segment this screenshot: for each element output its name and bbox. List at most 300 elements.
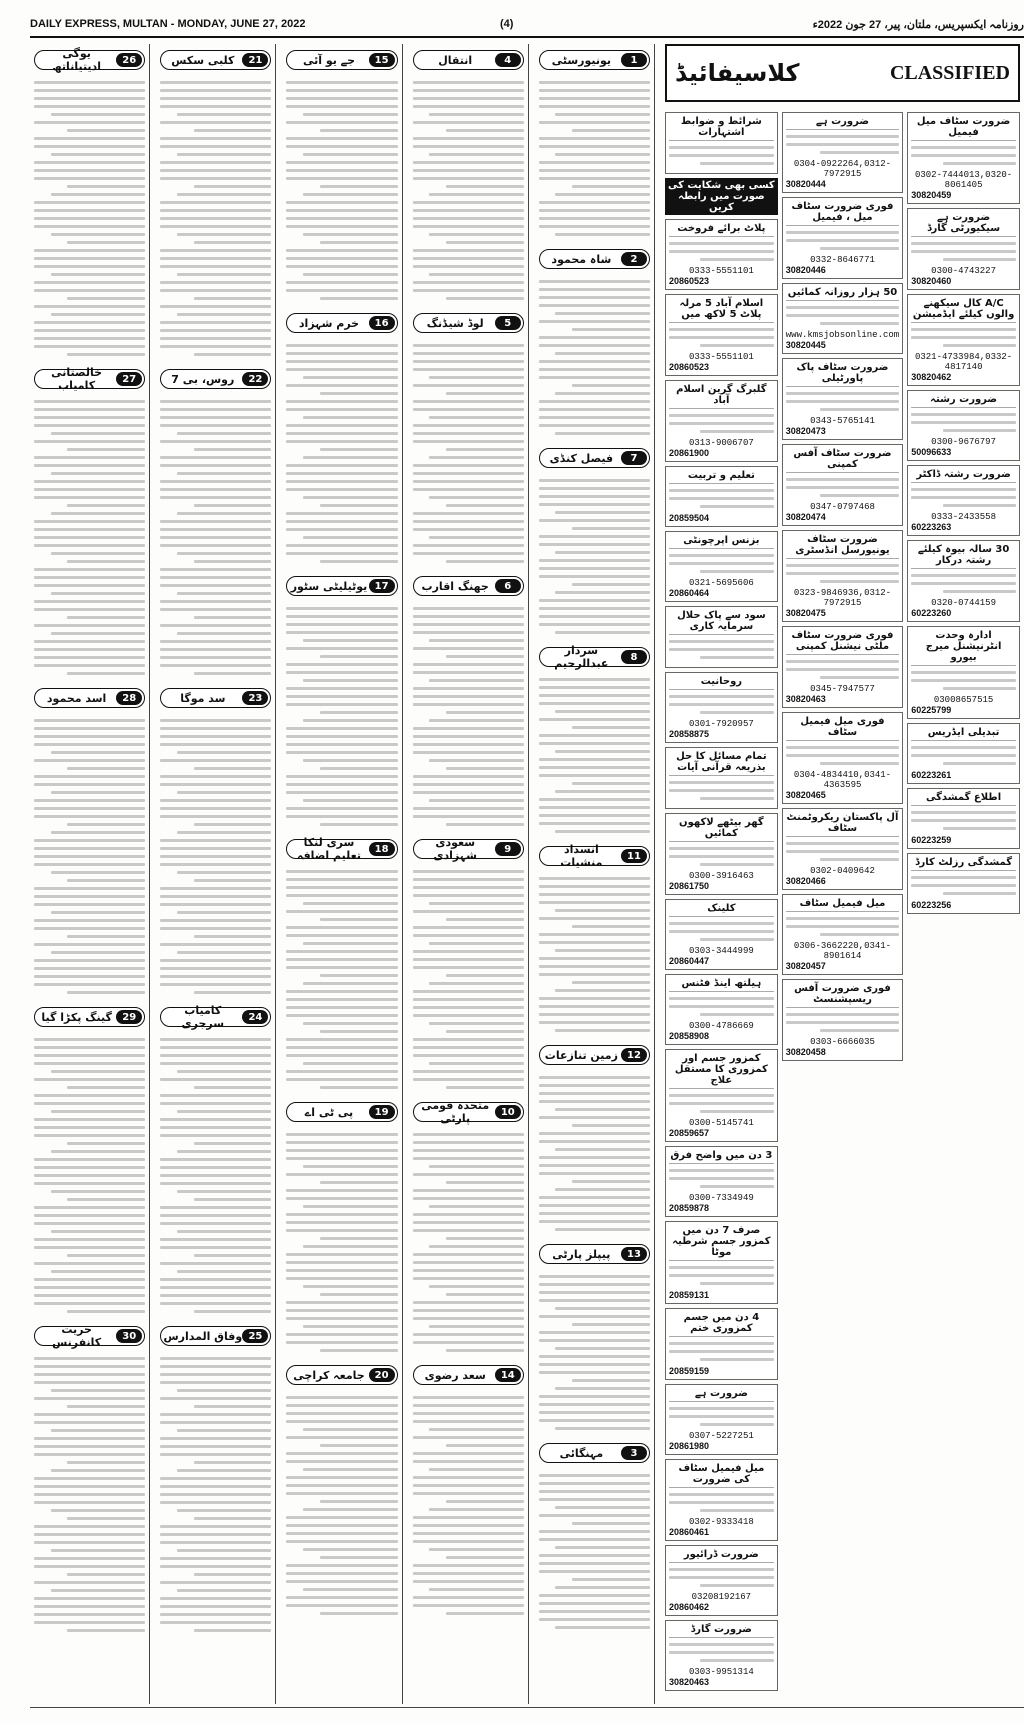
text-line bbox=[669, 154, 774, 157]
text-line bbox=[413, 1404, 524, 1407]
text-line bbox=[286, 81, 397, 84]
headline-number: 17 bbox=[369, 579, 395, 593]
text-line bbox=[34, 424, 145, 427]
text-line bbox=[34, 1078, 145, 1081]
text-line bbox=[413, 137, 524, 140]
text-line bbox=[303, 902, 398, 905]
text-line bbox=[700, 1013, 773, 1016]
ad-code: 60223263 bbox=[911, 522, 952, 532]
text-line bbox=[160, 169, 271, 172]
ad-heading: ضرورت ہے bbox=[786, 116, 899, 130]
text-line bbox=[34, 568, 145, 571]
text-line bbox=[160, 927, 271, 930]
text-line bbox=[911, 154, 1016, 157]
text-line bbox=[539, 567, 650, 570]
text-line bbox=[194, 1254, 272, 1257]
text-line bbox=[786, 746, 899, 749]
news-body bbox=[539, 74, 650, 243]
text-line bbox=[539, 1084, 650, 1087]
text-line bbox=[413, 1173, 524, 1176]
text-line bbox=[286, 990, 397, 993]
text-line bbox=[539, 336, 650, 339]
text-line bbox=[413, 344, 524, 347]
text-line bbox=[700, 505, 773, 508]
text-line bbox=[303, 456, 398, 459]
text-line bbox=[820, 247, 899, 250]
text-line bbox=[820, 408, 899, 411]
text-line bbox=[286, 360, 397, 363]
classified-ad bbox=[665, 899, 778, 970]
text-line bbox=[539, 1204, 650, 1207]
headline-number: 9 bbox=[495, 842, 521, 856]
text-line bbox=[572, 1578, 650, 1581]
text-line bbox=[413, 1420, 524, 1423]
headline-title: اسد محمود bbox=[46, 691, 107, 705]
text-line bbox=[320, 1030, 398, 1033]
text-line bbox=[539, 742, 650, 745]
classified-ad bbox=[665, 1545, 778, 1616]
ad-phone: 0332-8646771 bbox=[810, 255, 875, 265]
text-line bbox=[286, 663, 397, 666]
text-line bbox=[67, 1517, 145, 1520]
text-line bbox=[34, 209, 145, 212]
text-line bbox=[51, 432, 146, 435]
text-line bbox=[303, 1325, 398, 1328]
headline-number: 28 bbox=[116, 691, 142, 705]
text-line bbox=[539, 344, 650, 347]
text-line bbox=[413, 1046, 524, 1049]
text-line bbox=[286, 1173, 397, 1176]
text-line bbox=[320, 1500, 398, 1503]
complaint-banner: کسی بھی شکایت کی صورت میں رابطہ کریں bbox=[665, 178, 778, 215]
ad-code: 20860447 bbox=[668, 956, 710, 966]
text-line bbox=[160, 536, 271, 539]
text-line bbox=[177, 552, 272, 555]
text-line bbox=[160, 1621, 271, 1624]
text-line bbox=[539, 105, 650, 108]
text-line bbox=[943, 590, 1016, 593]
masthead-english-dateline: DAILY EXPRESS, MULTAN - MONDAY, JUNE 27, 2022 bbox=[30, 18, 306, 30]
text-line bbox=[669, 1568, 774, 1571]
headline-number: 13 bbox=[621, 1247, 647, 1261]
text-line bbox=[539, 1419, 650, 1422]
text-line bbox=[572, 583, 650, 586]
news-body bbox=[160, 1031, 271, 1320]
ad-phone: 03008657515 bbox=[933, 695, 994, 705]
text-line bbox=[177, 512, 272, 515]
text-line bbox=[177, 951, 272, 954]
text-line bbox=[446, 1086, 524, 1089]
text-line bbox=[160, 81, 271, 84]
text-line bbox=[194, 767, 272, 770]
text-line bbox=[413, 775, 524, 778]
text-line bbox=[286, 1070, 397, 1073]
headline-number: 19 bbox=[369, 1105, 395, 1119]
text-line bbox=[34, 1445, 145, 1448]
ad-code: 20858875 bbox=[668, 729, 710, 739]
text-line bbox=[67, 616, 145, 619]
text-line bbox=[820, 933, 899, 936]
text-line bbox=[286, 552, 397, 555]
text-line bbox=[413, 1436, 524, 1439]
text-line bbox=[320, 241, 398, 244]
text-line bbox=[34, 1597, 145, 1600]
text-line bbox=[160, 1102, 271, 1105]
text-line bbox=[194, 616, 272, 619]
text-line bbox=[413, 512, 524, 515]
text-line bbox=[413, 1277, 524, 1280]
ad-code: 20861980 bbox=[668, 1441, 710, 1451]
text-line bbox=[194, 1517, 272, 1520]
text-line bbox=[700, 430, 773, 433]
text-line bbox=[34, 855, 145, 858]
text-line bbox=[194, 1198, 272, 1201]
text-line bbox=[177, 113, 272, 116]
text-line bbox=[160, 137, 271, 140]
text-line bbox=[286, 1396, 397, 1399]
text-line bbox=[786, 314, 899, 317]
ad-code: 60223259 bbox=[911, 835, 952, 845]
text-line bbox=[539, 877, 650, 880]
text-line bbox=[286, 480, 397, 483]
text-line bbox=[286, 544, 397, 547]
news-headline bbox=[286, 576, 397, 596]
text-line bbox=[51, 751, 146, 754]
text-line bbox=[539, 1530, 650, 1533]
text-line bbox=[555, 1307, 650, 1310]
text-line bbox=[446, 1237, 524, 1240]
text-line bbox=[160, 1421, 271, 1424]
ad-code: 30820465 bbox=[785, 790, 826, 800]
ad-code: 30820474 bbox=[785, 512, 826, 522]
text-line bbox=[160, 1397, 271, 1400]
text-line bbox=[160, 1413, 271, 1416]
text-line bbox=[413, 783, 524, 786]
text-line bbox=[669, 703, 774, 706]
text-line bbox=[286, 743, 397, 746]
text-line bbox=[160, 416, 271, 419]
text-line bbox=[911, 336, 1016, 339]
ad-code: 20860523 bbox=[668, 276, 710, 286]
text-line bbox=[34, 289, 145, 292]
text-line bbox=[160, 1222, 271, 1225]
text-line bbox=[786, 925, 899, 928]
text-line bbox=[539, 1076, 650, 1079]
text-line bbox=[160, 289, 271, 292]
text-line bbox=[160, 105, 271, 108]
text-line bbox=[286, 1564, 397, 1567]
news-body bbox=[34, 393, 145, 682]
text-line bbox=[413, 169, 524, 172]
text-line bbox=[555, 1347, 650, 1350]
text-line bbox=[160, 464, 271, 467]
masthead-urdu-dateline: روزنامہ ایکسپریس، ملتان، پیر، 27 جون 2022ء bbox=[812, 19, 1024, 31]
text-line bbox=[413, 958, 524, 961]
text-line bbox=[429, 759, 524, 762]
text-line bbox=[413, 926, 524, 929]
text-line bbox=[286, 894, 397, 897]
text-line bbox=[160, 480, 271, 483]
text-line bbox=[911, 242, 1016, 245]
text-line bbox=[286, 249, 397, 252]
text-line bbox=[786, 239, 899, 242]
text-line bbox=[34, 1421, 145, 1424]
text-line bbox=[413, 1014, 524, 1017]
text-line bbox=[303, 942, 398, 945]
ad-code: 20858908 bbox=[668, 1031, 710, 1041]
classified-ad bbox=[782, 626, 903, 708]
text-line bbox=[194, 1405, 272, 1408]
text-line bbox=[943, 827, 1016, 830]
text-line bbox=[34, 1126, 145, 1129]
text-line bbox=[700, 1509, 773, 1512]
text-line bbox=[34, 225, 145, 228]
classified-ad bbox=[665, 1308, 778, 1380]
ad-heading: روحانیت bbox=[669, 676, 774, 690]
news-headline bbox=[286, 313, 397, 333]
text-line bbox=[34, 1541, 145, 1544]
ad-phone: 0333-2433558 bbox=[931, 512, 996, 522]
text-line bbox=[286, 225, 397, 228]
text-line bbox=[286, 352, 397, 355]
ad-heading: فوری ضرورت آفس ریسپشنسٹ bbox=[786, 983, 899, 1008]
text-line bbox=[160, 201, 271, 204]
text-line bbox=[413, 217, 524, 220]
text-line bbox=[160, 943, 271, 946]
classified-ad bbox=[782, 444, 903, 526]
text-line bbox=[303, 1165, 398, 1168]
text-line bbox=[286, 735, 397, 738]
headline-number: 12 bbox=[621, 1048, 647, 1062]
text-line bbox=[34, 1158, 145, 1161]
text-line bbox=[429, 1165, 524, 1168]
text-line bbox=[194, 560, 272, 563]
text-line bbox=[286, 623, 397, 626]
headline-title: سد موگا bbox=[180, 691, 226, 705]
text-line bbox=[286, 783, 397, 786]
text-line bbox=[286, 1452, 397, 1455]
text-line bbox=[429, 1285, 524, 1288]
news-body bbox=[34, 712, 145, 1001]
text-line bbox=[669, 1643, 774, 1646]
text-line bbox=[34, 281, 145, 284]
classified-ad bbox=[665, 1221, 778, 1304]
news-body bbox=[34, 1031, 145, 1320]
text-line bbox=[286, 281, 397, 284]
classified-title-en: CLASSIFIED bbox=[889, 61, 1010, 84]
text-line bbox=[446, 823, 524, 826]
text-line bbox=[51, 831, 146, 834]
text-line bbox=[413, 1141, 524, 1144]
text-line bbox=[286, 703, 397, 706]
ad-code: 20859159 bbox=[668, 1366, 710, 1376]
text-line bbox=[286, 807, 397, 810]
text-line bbox=[286, 1333, 397, 1336]
text-line bbox=[429, 1468, 524, 1471]
classified-ad bbox=[907, 390, 1020, 461]
text-line bbox=[303, 1285, 398, 1288]
text-line bbox=[539, 1164, 650, 1167]
text-line bbox=[700, 863, 773, 866]
news-headline bbox=[413, 1365, 524, 1385]
text-line bbox=[34, 488, 145, 491]
text-line bbox=[51, 113, 146, 116]
classified-ad bbox=[907, 112, 1020, 204]
text-line bbox=[786, 143, 899, 146]
headline-title: مہنگائی bbox=[559, 1446, 604, 1460]
text-line bbox=[539, 296, 650, 299]
text-line bbox=[160, 1613, 271, 1616]
text-line bbox=[539, 1339, 650, 1342]
text-line bbox=[911, 421, 1016, 424]
text-line bbox=[539, 1299, 650, 1302]
text-line bbox=[539, 145, 650, 148]
text-line bbox=[286, 1540, 397, 1543]
text-line bbox=[160, 217, 271, 220]
text-line bbox=[700, 162, 773, 165]
text-line bbox=[160, 209, 271, 212]
classified-ad bbox=[907, 208, 1020, 290]
text-line bbox=[669, 1266, 774, 1269]
text-line bbox=[34, 1038, 145, 1041]
text-line bbox=[34, 169, 145, 172]
ad-phone: 0343-5765141 bbox=[810, 416, 875, 426]
text-line bbox=[700, 938, 773, 941]
ad-heading: کلینک bbox=[669, 903, 774, 917]
headline-title: لوڈ شیڈنگ bbox=[426, 316, 484, 330]
classified-ad bbox=[782, 894, 903, 975]
text-line bbox=[786, 400, 899, 403]
text-line bbox=[572, 726, 650, 729]
text-line bbox=[34, 89, 145, 92]
text-line bbox=[413, 1460, 524, 1463]
text-line bbox=[160, 345, 271, 348]
text-line bbox=[177, 1469, 272, 1472]
text-line bbox=[539, 678, 650, 681]
text-line bbox=[160, 775, 271, 778]
text-line bbox=[320, 504, 398, 507]
text-line bbox=[320, 185, 398, 188]
text-line bbox=[429, 153, 524, 156]
text-line bbox=[51, 273, 146, 276]
text-line bbox=[286, 177, 397, 180]
text-line bbox=[539, 559, 650, 562]
news-headline bbox=[34, 688, 145, 708]
headline-number: 23 bbox=[242, 691, 268, 705]
text-line bbox=[413, 368, 524, 371]
text-line bbox=[286, 161, 397, 164]
text-line bbox=[286, 512, 397, 515]
headline-title: خالصتانی کامیاب bbox=[51, 366, 103, 392]
text-line bbox=[911, 413, 1016, 416]
text-line bbox=[555, 432, 650, 435]
text-line bbox=[286, 1476, 397, 1479]
classified-header bbox=[665, 44, 1020, 102]
ad-phone: 0313-9006707 bbox=[688, 438, 754, 448]
text-line bbox=[67, 1254, 145, 1257]
news-column-1 bbox=[535, 44, 655, 1704]
text-line bbox=[51, 1509, 146, 1512]
text-line bbox=[413, 89, 524, 92]
text-line bbox=[413, 520, 524, 523]
text-line bbox=[669, 328, 774, 331]
columns bbox=[30, 44, 1024, 1704]
text-line bbox=[177, 1190, 272, 1193]
text-line bbox=[413, 990, 524, 993]
headline-number: 10 bbox=[495, 1105, 521, 1119]
classified-ad bbox=[907, 788, 1020, 849]
text-line bbox=[34, 1214, 145, 1217]
ad-heading: ہیلتھ اینڈ فٹنس bbox=[669, 978, 774, 992]
text-line bbox=[700, 656, 773, 659]
text-line bbox=[539, 806, 650, 809]
text-line bbox=[51, 193, 146, 196]
text-line bbox=[539, 1594, 650, 1597]
text-line bbox=[555, 1108, 650, 1111]
text-line bbox=[429, 799, 524, 802]
news-headline bbox=[34, 47, 145, 73]
text-line bbox=[160, 815, 271, 818]
text-line bbox=[34, 1182, 145, 1185]
text-line bbox=[555, 830, 650, 833]
text-line bbox=[539, 623, 650, 626]
text-line bbox=[160, 576, 271, 579]
text-line bbox=[194, 241, 272, 244]
text-line bbox=[555, 1029, 650, 1032]
bottom-rule bbox=[30, 1707, 1024, 1708]
classified-ad bbox=[665, 974, 778, 1045]
text-line bbox=[67, 560, 145, 563]
news-headline bbox=[539, 448, 650, 468]
headline-title: کلبی سکس bbox=[171, 53, 235, 67]
ad-phone: 0307-5227251 bbox=[688, 1431, 754, 1441]
text-line bbox=[572, 981, 650, 984]
text-line bbox=[429, 679, 524, 682]
text-line bbox=[286, 424, 397, 427]
news-headline bbox=[539, 249, 650, 269]
classified-ad bbox=[907, 626, 1020, 719]
news-headline bbox=[34, 1323, 145, 1349]
text-line bbox=[160, 656, 271, 659]
text-line bbox=[555, 1427, 650, 1430]
text-line bbox=[429, 1205, 524, 1208]
ad-code: 30820444 bbox=[785, 179, 826, 189]
text-line bbox=[572, 185, 650, 188]
text-line bbox=[67, 241, 145, 244]
news-headline bbox=[413, 1099, 524, 1125]
text-line bbox=[669, 930, 774, 933]
text-line bbox=[286, 1038, 397, 1041]
text-line bbox=[669, 781, 774, 784]
text-line bbox=[413, 1524, 524, 1527]
text-line bbox=[177, 1150, 272, 1153]
text-line bbox=[413, 408, 524, 411]
text-line bbox=[539, 217, 650, 220]
news-headline bbox=[413, 576, 524, 596]
text-line bbox=[67, 935, 145, 938]
text-line bbox=[34, 520, 145, 523]
ad-code: 30820463 bbox=[785, 694, 826, 704]
ad-heading: ضرورت ہے bbox=[669, 1388, 774, 1402]
text-line bbox=[413, 161, 524, 164]
text-line bbox=[539, 798, 650, 801]
text-line bbox=[539, 1602, 650, 1605]
text-line bbox=[413, 145, 524, 148]
news-body bbox=[539, 273, 650, 442]
text-line bbox=[786, 1021, 899, 1024]
text-line bbox=[286, 408, 397, 411]
text-line bbox=[446, 711, 524, 714]
